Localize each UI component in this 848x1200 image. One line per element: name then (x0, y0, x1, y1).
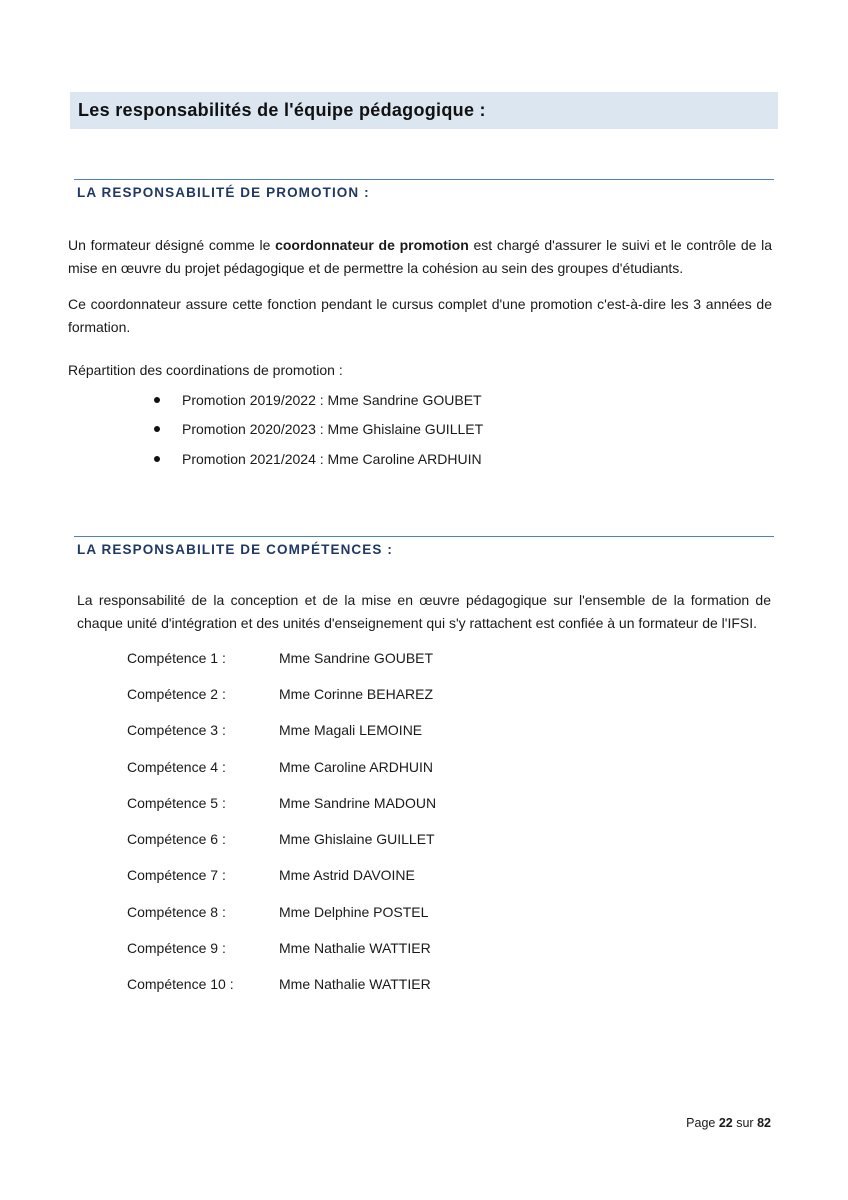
coordonnateur-bold-term: coordonnateur de promotion (275, 237, 469, 253)
bullet-icon (154, 426, 160, 432)
competence-row (127, 795, 527, 815)
competence-label: Compétence 4 : (127, 759, 226, 775)
promotion-list-item (150, 421, 483, 437)
competence-label: Compétence 9 : (127, 940, 226, 956)
competence-responsable: Mme Caroline ARDHUIN (279, 759, 434, 775)
competence-label: Compétence 5 : (127, 795, 226, 811)
competence-label: Compétence 6 : (127, 831, 226, 847)
page-word: Page (686, 1116, 716, 1130)
competence-row (127, 722, 527, 742)
promotion-paragraph-1-start: Un formateur désigné comme le (68, 237, 276, 253)
competence-row (127, 867, 527, 887)
competence-row (127, 940, 527, 960)
section-divider-promotion (74, 179, 774, 180)
promotion-paragraph-1 (68, 234, 772, 280)
promotion-list-item-text: Promotion 2021/2024 : Mme Caroline ARDHUIN (182, 451, 482, 467)
page-heading: Les responsabilités de l'équipe pédagogique : (70, 92, 778, 129)
promotion-list-item-text: Promotion 2019/2022 : Mme Sandrine GOUBET (182, 392, 482, 408)
competence-responsable: Mme Corinne BEHAREZ (279, 686, 434, 702)
competence-label: Compétence 8 : (127, 904, 226, 920)
section-title-promotion: LA RESPONSABILITÉ DE PROMOTION : (77, 185, 370, 200)
promotion-list-item (150, 451, 482, 467)
promotion-paragraph-1-end: est chargé d'assurer le suivi et le contrôle de la mise en œuvre du projet pédagogique et de permettre la cohésion au sein des groupes d'étudiants. (68, 237, 773, 276)
bullet-icon (154, 456, 160, 462)
competence-responsable: Mme Nathalie WATTIER (279, 976, 431, 992)
sur-word: sur (736, 1116, 754, 1130)
competence-responsable: Mme Astrid DAVOINE (279, 867, 415, 883)
competence-responsable: Mme Delphine POSTEL (279, 904, 429, 920)
competence-row (127, 904, 527, 924)
competence-row (127, 650, 527, 670)
page-number (686, 1116, 771, 1130)
competence-responsable: Mme Ghislaine GUILLET (279, 831, 435, 847)
section-title-competences: LA RESPONSABILITE DE COMPÉTENCES : (77, 542, 393, 557)
competence-label: Compétence 1 : (127, 650, 226, 666)
competence-label: Compétence 10 : (127, 976, 234, 992)
current-page: 22 (718, 1116, 733, 1130)
competence-row (127, 831, 527, 851)
promotion-paragraph-2: Ce coordonnateur assure cette fonction pendant le cursus complet d'une promotion c'est-à-dire les 3 années de formation. (68, 296, 772, 335)
competence-responsable: Mme Sandrine GOUBET (279, 650, 434, 666)
competence-responsable: Mme Sandrine MADOUN (279, 795, 437, 811)
competence-label: Compétence 7 : (127, 867, 226, 883)
promotion-list-item (150, 392, 482, 408)
repartition-label: Répartition des coordinations de promotion : (68, 362, 343, 378)
promotion-list-item-text: Promotion 2020/2023 : Mme Ghislaine GUILLET (182, 421, 484, 437)
competence-row (127, 976, 527, 996)
competence-label: Compétence 2 : (127, 686, 226, 702)
bullet-icon (154, 397, 160, 403)
competences-paragraph: La responsabilité de la conception et de la mise en œuvre pédagogique sur l'ensemble de la formation de chaque unité d'intégration et des unités d'enseignement qui s'y rattachent est confiée à un formateur de l'IFSI. (77, 592, 771, 631)
section-divider-competences (74, 536, 774, 537)
competence-responsable: Mme Magali LEMOINE (279, 722, 423, 738)
competence-responsable: Mme Nathalie WATTIER (279, 940, 431, 956)
competence-row (127, 686, 527, 706)
total-pages: 82 (757, 1116, 771, 1130)
competence-label: Compétence 3 : (127, 722, 226, 738)
competence-row (127, 759, 527, 779)
